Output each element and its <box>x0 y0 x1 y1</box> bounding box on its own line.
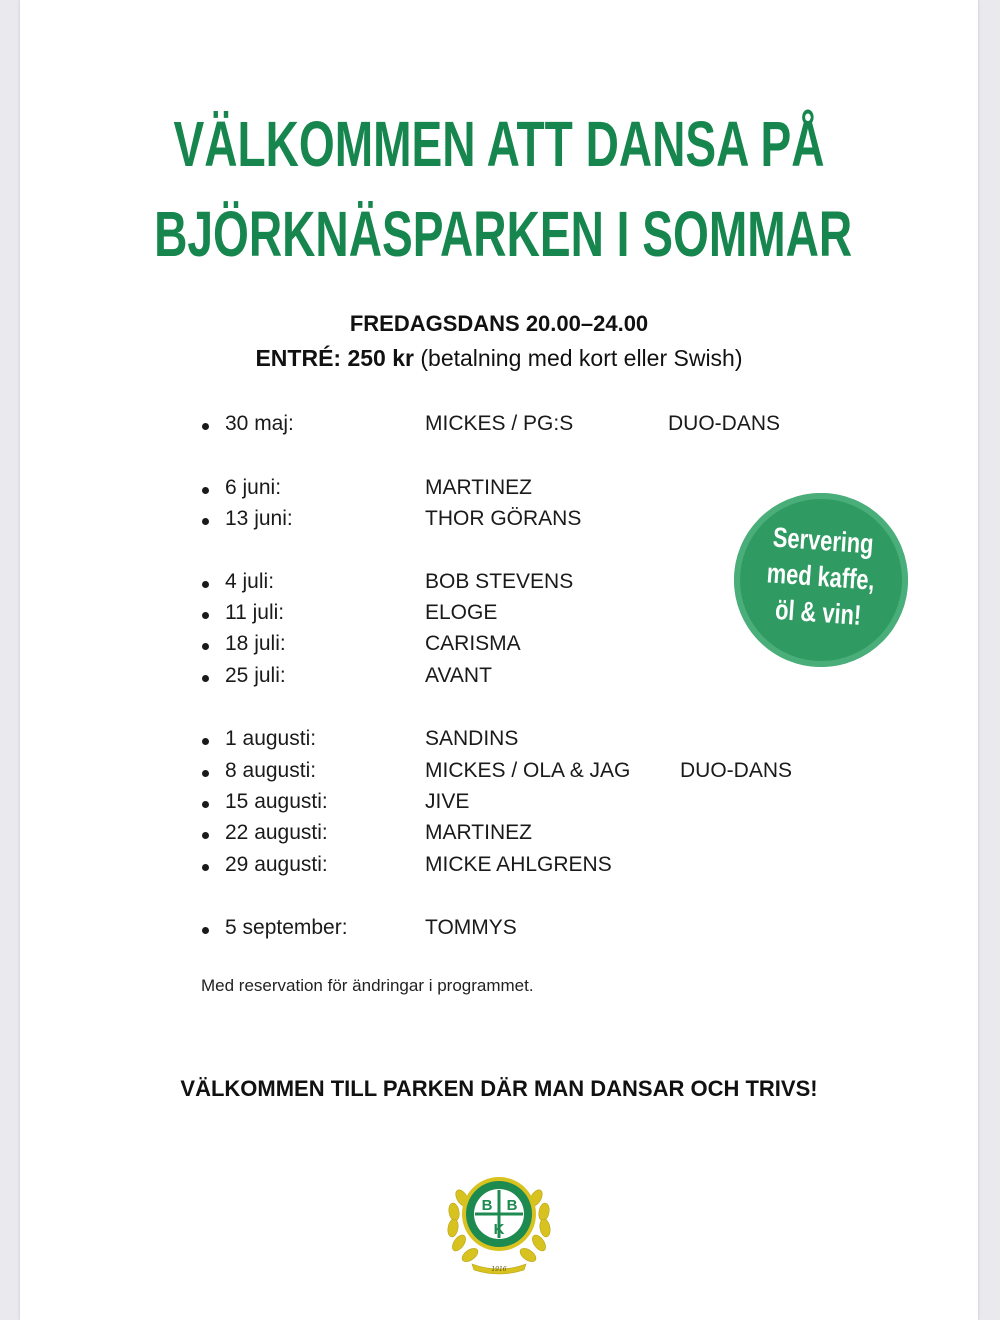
schedule-extra: DUO-DANS <box>680 759 793 782</box>
schedule-date: 1 augusti: <box>225 727 317 750</box>
logo-letter-right: B <box>506 1197 518 1214</box>
schedule-extra: DUO-DANS <box>668 412 781 435</box>
poster-page <box>20 0 978 1320</box>
headline-line-2: BJÖRKNÄSPARKEN I SOMMAR <box>154 198 853 270</box>
schedule-band: MARTINEZ <box>425 821 532 844</box>
schedule-band: MICKES / PG:S <box>425 412 574 435</box>
schedule-band: CARISMA <box>425 632 521 655</box>
serving-badge <box>734 493 908 667</box>
club-logo-icon <box>440 1168 558 1276</box>
schedule-date: 11 juli: <box>225 601 285 624</box>
schedule-date: 25 juli: <box>225 664 286 687</box>
schedule-date: 4 juli: <box>225 570 275 593</box>
logo-year: 1916 <box>491 1266 507 1273</box>
logo-letter-bottom: K <box>493 1221 505 1238</box>
schedule-date: 22 augusti: <box>225 821 328 844</box>
bullet-icon <box>202 423 209 430</box>
schedule-date: 5 september: <box>225 916 348 939</box>
entry-fee-label: ENTRÉ: 250 kr <box>255 345 414 371</box>
schedule-band: AVANT <box>425 664 492 687</box>
schedule-date: 13 juni: <box>225 507 293 530</box>
schedule-date: 29 augusti: <box>225 853 328 876</box>
entry-fee <box>20 345 978 372</box>
schedule-band: THOR GÖRANS <box>425 507 582 530</box>
badge-line: öl & vin! <box>774 593 863 631</box>
bullet-icon <box>202 770 209 777</box>
schedule-band: SANDINS <box>425 727 519 750</box>
bullet-icon <box>202 864 209 871</box>
schedule-band: MARTINEZ <box>425 476 532 499</box>
bullet-icon <box>202 612 209 619</box>
serving-badge-text <box>749 518 892 635</box>
badge-line: Servering <box>771 521 875 560</box>
bullet-icon <box>202 738 209 745</box>
schedule-date: 6 juni: <box>225 476 282 499</box>
badge-line: med kaffe, <box>765 557 876 596</box>
schedule-date: 30 maj: <box>225 412 294 435</box>
bullet-icon <box>202 581 209 588</box>
dance-time: FREDAGSDANS 20.00–24.00 <box>349 311 649 336</box>
entry-fee-detail: (betalning med kort eller Swish) <box>413 345 743 371</box>
schedule-date: 15 augusti: <box>225 790 328 813</box>
schedule-band: BOB STEVENS <box>425 570 574 593</box>
headline-line-1: VÄLKOMMEN ATT DANSA PÅ <box>173 108 825 180</box>
schedule-date: 18 juli: <box>225 632 286 655</box>
schedule-band: MICKE AHLGRENS <box>425 853 612 876</box>
schedule-band: JIVE <box>425 790 470 813</box>
bullet-icon <box>202 643 209 650</box>
bullet-icon <box>202 832 209 839</box>
logo-letter-left: B <box>481 1197 493 1214</box>
bullet-icon <box>202 801 209 808</box>
schedule-band: TOMMYS <box>425 916 517 939</box>
schedule-band: ELOGE <box>425 601 498 624</box>
bullet-icon <box>202 518 209 525</box>
schedule-band: MICKES / OLA & JAG <box>425 759 631 782</box>
schedule-date: 8 augusti: <box>225 759 317 782</box>
bullet-icon <box>202 487 209 494</box>
bullet-icon <box>202 927 209 934</box>
bullet-icon <box>202 675 209 682</box>
welcome-text: VÄLKOMMEN TILL PARKEN DÄR MAN DANSAR OCH TRIVS! <box>180 1076 818 1101</box>
reservation-note: Med reservation för ändringar i programmet. <box>201 976 534 995</box>
